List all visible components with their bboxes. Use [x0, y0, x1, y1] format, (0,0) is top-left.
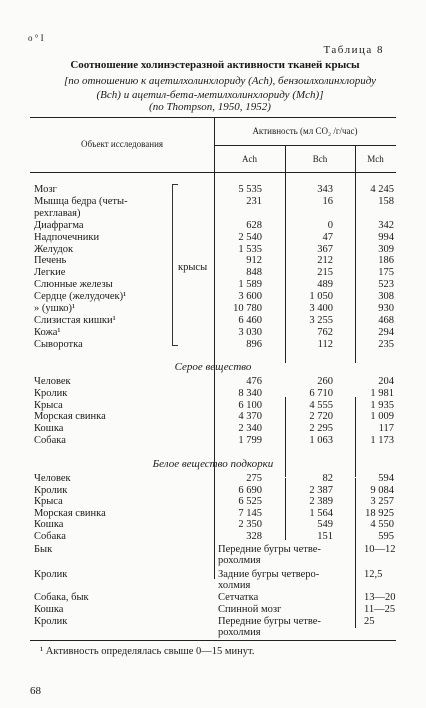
row-name: Кошка	[34, 519, 64, 531]
other-row-tissue: Спинной мозг	[218, 604, 282, 615]
rat-label: крысы	[178, 262, 208, 273]
mch-value: 468	[378, 314, 394, 326]
header-activity: Активность (мл CO₂ /г/час)	[252, 126, 358, 136]
bch-value: 3 400	[309, 303, 333, 314]
mch-value: 1 981	[370, 387, 394, 399]
ach-value: 8 340	[238, 387, 262, 399]
bch-value: 2 295	[309, 423, 333, 435]
ach-value: 275	[246, 473, 262, 484]
table-title: Соотношение холинэстеразной активности тканей крысы	[70, 59, 360, 71]
ach-value: 2 340	[238, 423, 262, 435]
mch-value: 308	[378, 291, 394, 303]
mch-value: 930	[378, 303, 394, 314]
mch-value: 158	[378, 195, 394, 207]
mch-value: 1 935	[370, 399, 394, 411]
bch-value: 215	[317, 267, 333, 279]
mch-value: 342	[378, 219, 394, 231]
header-ach: Ach	[242, 154, 257, 164]
mch-value: 18 925	[365, 507, 394, 519]
ach-value: 3 030	[238, 326, 262, 338]
subtitle-line-2: (Bch) и ацетил-бета-метилхолинхлориду (Mch)]	[96, 89, 324, 101]
row-name: Мышца бедра (четы-	[34, 195, 128, 207]
mch-value: 595	[378, 531, 394, 542]
ach-value: 1 589	[238, 279, 262, 291]
row-name: Слизистая кишки¹	[34, 314, 116, 326]
header-mid-rule	[214, 145, 396, 146]
ach-value: 1 535	[238, 243, 262, 255]
bch-value: 4 555	[309, 399, 333, 411]
bch-value: 2 720	[309, 411, 333, 423]
row-name: Крыса	[34, 399, 63, 411]
other-row-range: 25	[364, 616, 375, 627]
bch-value: 0	[327, 219, 333, 231]
bch-value: 16	[322, 195, 333, 207]
mch-value: 523	[378, 279, 394, 291]
row-name: Сыворотка	[34, 338, 83, 350]
ach-value: 2 350	[238, 519, 262, 531]
row-name: Кошка	[34, 423, 64, 435]
ach-value: 476	[246, 376, 262, 387]
ach-value: 10 780	[233, 303, 262, 314]
bch-value: 367	[317, 243, 333, 255]
row-name: Мозг	[34, 184, 57, 195]
bch-value: 1 564	[309, 507, 333, 519]
other-row-range: 10—12	[364, 544, 396, 555]
bch-value: 6 710	[309, 387, 333, 399]
other-row-tissue: Сетчатка	[218, 592, 259, 603]
bch-value: 47	[322, 231, 333, 243]
bch-value: 151	[317, 531, 333, 542]
footnote: ¹ Активность определялась свыше 0—15 минут.	[40, 646, 255, 657]
mch-value: 3 257	[370, 496, 394, 508]
mch-value: 294	[378, 326, 394, 338]
row-name: Печень	[34, 255, 67, 267]
ach-value: 628	[246, 219, 262, 231]
mch-value: 594	[378, 473, 394, 484]
bch-value: 3 255	[309, 314, 333, 326]
header-object: Объект исследования	[80, 139, 164, 149]
bch-value: 489	[317, 279, 333, 291]
other-row-name: Кролик	[34, 616, 68, 627]
other-row-tissue: рохолмия	[218, 555, 261, 566]
mch-value: 186	[378, 255, 394, 267]
other-row-tissue: Передние бугры четве-	[218, 544, 321, 555]
subtitle-line-1: [по отношению к ацетилхолинхлориду (Ach), бензоилхолинхлориду	[63, 75, 377, 87]
row-name: Кролик	[34, 484, 68, 496]
row-name: Легкие	[34, 267, 66, 279]
mch-value: 9 084	[370, 484, 394, 496]
ach-value: 6 460	[238, 314, 262, 326]
mch-value: 994	[378, 231, 394, 243]
other-row-tissue: Передние бугры четве-	[218, 616, 321, 627]
bch-value: 212	[317, 255, 333, 267]
row-name: Диафрагма	[34, 219, 84, 231]
row-name: Слюнные железы	[34, 279, 113, 291]
row-name: Морская свинка	[34, 411, 106, 423]
bch-value: 1 050	[309, 291, 333, 303]
other-row-name: Бык	[34, 544, 53, 555]
ach-value: 5 535	[238, 184, 262, 195]
bch-value: 343	[317, 184, 333, 195]
ach-value: 912	[246, 255, 262, 267]
mch-value: 1 009	[370, 411, 394, 423]
ach-value: 7 145	[238, 507, 262, 519]
row-name: Морская свинка	[34, 507, 106, 519]
bch-value: 82	[322, 473, 333, 484]
white-matter-heading: Белое вещество подкорки	[152, 458, 274, 470]
ach-value: 6 100	[238, 399, 262, 411]
other-row-tissue: холмия	[218, 580, 251, 591]
row-name: Человек	[34, 376, 71, 387]
other-row-tissue: Задние бугры четверо-	[218, 569, 320, 580]
bch-value: 260	[317, 376, 333, 387]
ach-value: 328	[246, 531, 262, 542]
other-row-name: Кролик	[34, 569, 68, 580]
other-row-name: Кошка	[34, 604, 64, 615]
row-name: Кожа¹	[34, 326, 61, 338]
bch-value: 112	[317, 338, 333, 350]
other-row-name: Собака, бык	[34, 592, 89, 603]
bch-value: 1 063	[309, 435, 333, 446]
other-row-tissue: рохолмия	[218, 627, 261, 638]
bch-value: 2 389	[309, 496, 333, 508]
other-row-range: 11—25	[364, 604, 396, 615]
table-label: Таблица 8	[323, 44, 384, 56]
mch-value: 4 245	[370, 184, 394, 195]
ach-value: 6 525	[238, 496, 262, 508]
header-bch: Bch	[312, 154, 328, 164]
ach-value: 848	[246, 267, 262, 279]
page-number: 68	[30, 685, 41, 697]
subtitle-line-3: (по Thompson, 1950, 1952)	[149, 101, 271, 113]
row-name: Собака	[34, 531, 66, 542]
table-bottom-rule	[30, 640, 396, 641]
mch-value: 204	[378, 376, 394, 387]
grey-matter-heading: Серое вещество	[174, 361, 252, 373]
ach-value: 4 370	[238, 411, 262, 423]
ach-value: 231	[246, 195, 262, 207]
bch-value: 762	[317, 326, 333, 338]
mch-value: 1 173	[370, 435, 394, 446]
row-name: Надпочечники	[34, 231, 100, 243]
mch-value: 175	[378, 267, 394, 279]
mch-value: 4 550	[370, 519, 394, 531]
mch-value: 117	[378, 423, 394, 435]
ach-value: 896	[246, 338, 262, 350]
row-name: Собака	[34, 435, 66, 446]
ach-value: 1 799	[238, 435, 262, 446]
bch-value: 549	[317, 519, 333, 531]
bch-value: 2 387	[309, 484, 333, 496]
header-bottom-rule	[30, 172, 396, 173]
ach-value: 2 540	[238, 231, 262, 243]
row-name: Сердце (желудочек)¹	[34, 291, 127, 303]
header-top-rule	[30, 117, 396, 118]
row-name: рехглавая)	[34, 207, 81, 219]
other-row-range: 13—20	[364, 592, 396, 603]
ach-value: 3 600	[238, 291, 262, 303]
row-name: Человек	[34, 473, 71, 484]
mch-value: 235	[378, 338, 394, 350]
row-name: » (ушко)¹	[34, 303, 76, 314]
row-name: Кролик	[34, 387, 68, 399]
row-name: Желудок	[34, 243, 74, 255]
row-name: Крыса	[34, 496, 63, 508]
other-row-range: 12,5	[364, 569, 383, 580]
header-mch: Mch	[367, 154, 384, 164]
ach-value: 6 690	[238, 484, 262, 496]
mch-value: 309	[378, 243, 394, 255]
page-corner-mark: о ° I	[28, 33, 44, 43]
